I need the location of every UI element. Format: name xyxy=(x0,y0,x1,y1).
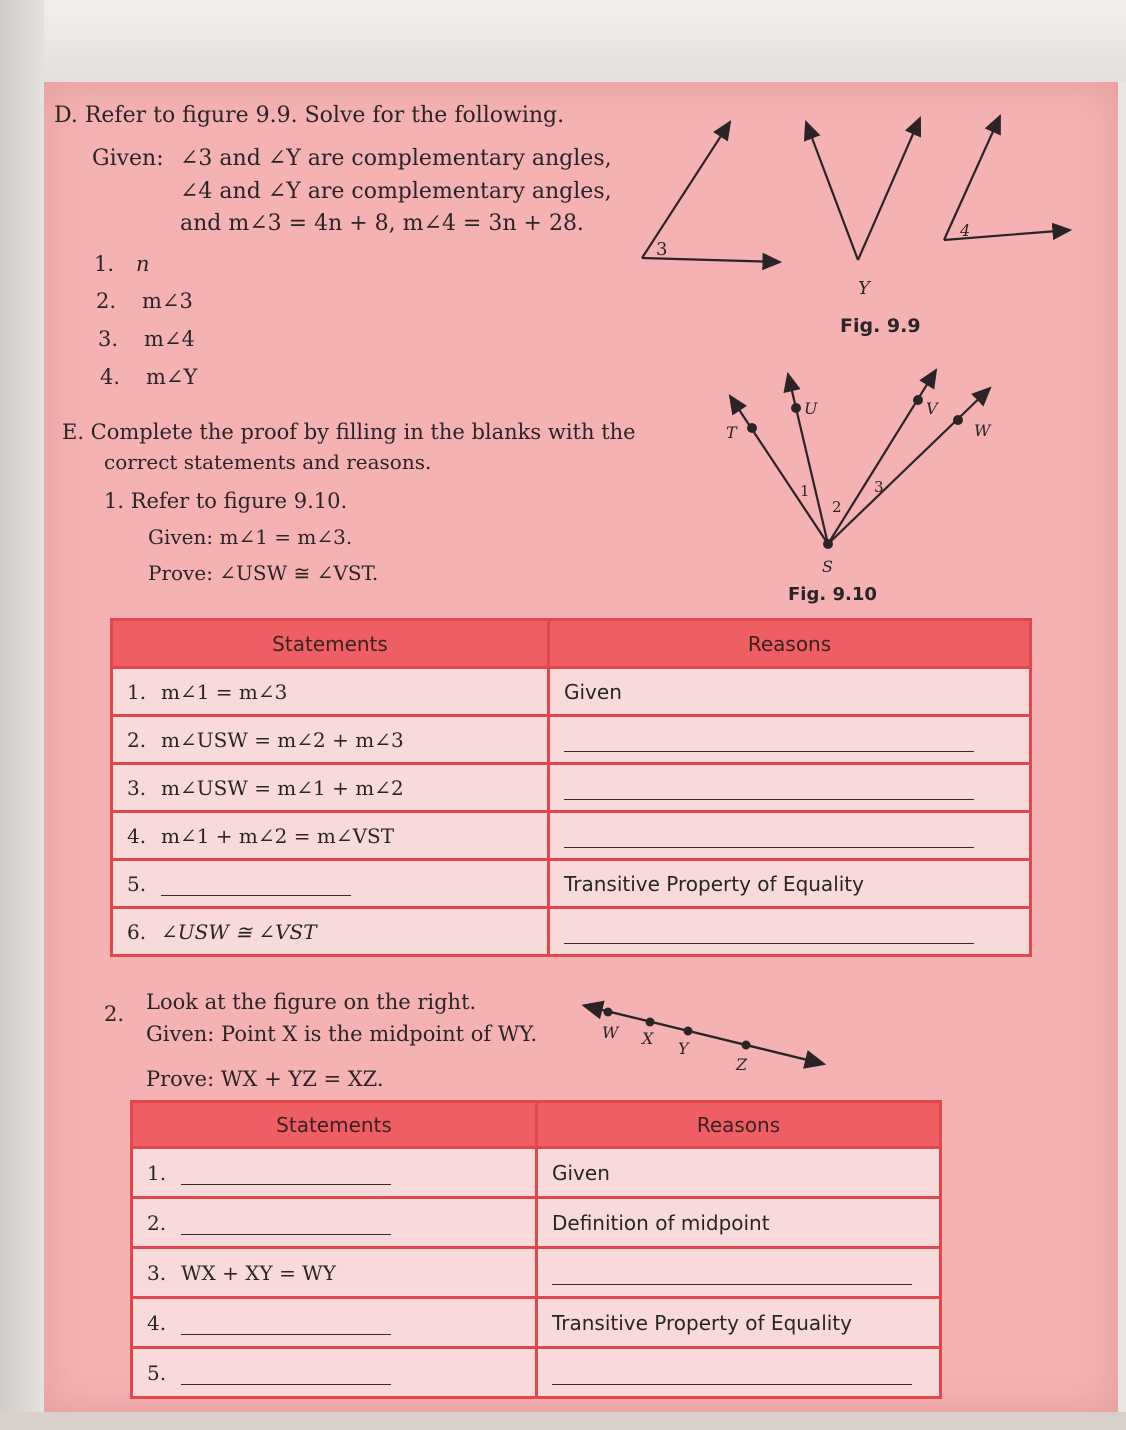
fig910-label-w: W xyxy=(974,421,991,440)
table-row xyxy=(112,812,1031,860)
statement-cell: m∠USW = m∠1 + m∠2 xyxy=(161,775,404,800)
section-d-item-3-num: 3. xyxy=(98,327,119,351)
fig910-label-v: V xyxy=(926,399,938,418)
reason-cell: Given xyxy=(537,1148,941,1198)
row-number: 3. xyxy=(127,775,147,800)
background-top xyxy=(0,0,1126,82)
reason-cell: Given xyxy=(549,668,1031,716)
fig99-ray-e xyxy=(944,116,1000,240)
statement-blank[interactable] xyxy=(181,1214,391,1235)
row-number: 3. xyxy=(147,1260,167,1285)
section-d-given-line-1: ∠3 and ∠Y are complementary angles, xyxy=(180,146,612,171)
line-figure xyxy=(578,1000,838,1080)
proof2-header-reasons: Reasons xyxy=(537,1102,941,1148)
fig910-label-t: T xyxy=(726,423,737,442)
fig910-point-v xyxy=(913,395,923,405)
table-row xyxy=(132,1348,941,1398)
fig910-point-w xyxy=(953,415,963,425)
fig99-ray-d xyxy=(858,118,920,260)
section-d-item-4-num: 4. xyxy=(100,365,121,389)
figure-9-10 xyxy=(718,360,998,610)
page-edge-shadow xyxy=(0,0,44,1430)
statement-cell: m∠1 + m∠2 = m∠VST xyxy=(161,823,395,848)
fig910-ray-sw xyxy=(828,388,990,544)
table-row xyxy=(112,908,1031,956)
fig99-label-4: 4 xyxy=(960,221,971,240)
statement-blank[interactable] xyxy=(181,1364,391,1385)
fig910-label-u: U xyxy=(804,399,818,418)
table-row xyxy=(132,1148,941,1198)
proof1-given: Given: m∠1 = m∠3. xyxy=(148,525,353,549)
label-w: W xyxy=(602,1023,619,1042)
reason-blank-cell[interactable] xyxy=(537,1348,941,1398)
proof1-header-reasons: Reasons xyxy=(549,620,1031,668)
proof2-prove: Prove: WX + YZ = XZ. xyxy=(146,1067,384,1091)
proof1-prove: Prove: ∠USW ≅ ∠VST. xyxy=(148,561,379,585)
section-d-item-3: m∠4 xyxy=(144,327,195,351)
fig99-caption: Fig. 9.9 xyxy=(840,315,921,337)
reason-blank[interactable] xyxy=(564,923,974,944)
row-number: 6. xyxy=(127,919,147,944)
reason-cell: Transitive Property of Equality xyxy=(537,1298,941,1348)
statement-cell: ∠USW ≅ ∠VST xyxy=(161,919,317,944)
row-number: 2. xyxy=(127,727,147,752)
table-row xyxy=(112,764,1031,812)
section-d-item-1: n xyxy=(136,252,150,276)
point-y xyxy=(684,1027,693,1036)
fig910-point-s xyxy=(823,539,833,549)
label-y: Y xyxy=(678,1039,689,1058)
section-d-item-2: m∠3 xyxy=(142,289,193,313)
fig910-ray-st xyxy=(730,396,828,544)
section-d-given-line-2: ∠4 and ∠Y are complementary angles, xyxy=(180,179,612,204)
section-e-heading-line-1: E. Complete the proof by filling in the blanks with the xyxy=(62,420,636,444)
reason-blank-cell[interactable] xyxy=(549,812,1031,860)
section-e-heading-line-2: correct statements and reasons. xyxy=(104,450,432,474)
statement-cell: WX + XY = WY xyxy=(181,1260,336,1285)
point-w xyxy=(604,1008,613,1017)
row-number: 5. xyxy=(147,1360,167,1385)
reason-cell: Definition of midpoint xyxy=(537,1198,941,1248)
fig910-point-t xyxy=(747,423,757,433)
section-d-given-line-3: and m∠3 = 4n + 8, m∠4 = 3n + 28. xyxy=(180,211,584,236)
row-number: 4. xyxy=(147,1310,167,1335)
background-bottom xyxy=(0,1412,1126,1430)
fig99-ray-a xyxy=(642,122,730,258)
section-d-item-1-num: 1. xyxy=(94,252,115,276)
proof2-table xyxy=(130,1100,942,1399)
proof2-num: 2. xyxy=(104,1002,125,1026)
fig910-point-u xyxy=(791,403,801,413)
table-row xyxy=(132,1298,941,1348)
statement-blank[interactable] xyxy=(161,875,351,896)
statement-blank[interactable] xyxy=(181,1314,391,1335)
fig99-ray-c xyxy=(806,122,858,260)
table-row xyxy=(132,1248,941,1298)
fig910-label-s: S xyxy=(822,557,833,576)
proof2-given: Given: Point X is the midpoint of WY. xyxy=(146,1022,538,1046)
table-row xyxy=(112,716,1031,764)
row-number: 1. xyxy=(147,1160,167,1185)
proof1-intro: 1. Refer to figure 9.10. xyxy=(104,489,348,513)
statement-blank[interactable] xyxy=(181,1164,391,1185)
section-d-given-label: Given: xyxy=(92,146,164,171)
line-wz xyxy=(586,1006,824,1064)
proof1-table xyxy=(110,618,1032,957)
reason-blank-cell[interactable] xyxy=(549,764,1031,812)
reason-cell: Transitive Property of Equality xyxy=(549,860,1031,908)
reason-blank-cell[interactable] xyxy=(549,908,1031,956)
fig910-caption: Fig. 9.10 xyxy=(788,584,877,605)
statement-cell: m∠1 = m∠3 xyxy=(161,679,288,704)
proof1-header-statements: Statements xyxy=(112,620,549,668)
reason-blank-cell[interactable] xyxy=(549,716,1031,764)
table-row xyxy=(132,1198,941,1248)
label-x: X xyxy=(642,1029,654,1048)
proof2-header-statements: Statements xyxy=(132,1102,537,1148)
row-number: 4. xyxy=(127,823,147,848)
row-number: 5. xyxy=(127,871,147,896)
label-z: Z xyxy=(736,1055,748,1074)
table-row xyxy=(112,668,1031,716)
row-number: 1. xyxy=(127,679,147,704)
row-number: 2. xyxy=(147,1210,167,1235)
proof2-intro: Look at the figure on the right. xyxy=(146,990,477,1014)
section-d-heading: D. Refer to figure 9.9. Solve for the following. xyxy=(54,103,565,128)
point-x xyxy=(646,1018,655,1027)
fig99-label-y: Y xyxy=(858,278,870,299)
reason-blank-cell[interactable] xyxy=(537,1248,941,1298)
fig910-angle-3: 3 xyxy=(874,478,884,496)
reason-blank[interactable] xyxy=(552,1264,912,1285)
fig99-label-3: 3 xyxy=(656,239,668,260)
table-row xyxy=(112,860,1031,908)
reason-blank[interactable] xyxy=(564,827,974,848)
point-z xyxy=(742,1041,751,1050)
section-d-item-2-num: 2. xyxy=(96,289,117,313)
reason-blank[interactable] xyxy=(552,1364,912,1385)
statement-cell: m∠USW = m∠2 + m∠3 xyxy=(161,727,404,752)
figure-9-9 xyxy=(630,100,1080,340)
reason-blank[interactable] xyxy=(564,779,974,800)
fig910-angle-2: 2 xyxy=(832,498,842,516)
section-d-item-4: m∠Y xyxy=(146,365,198,389)
reason-blank[interactable] xyxy=(564,731,974,752)
fig910-angle-1: 1 xyxy=(800,482,810,500)
